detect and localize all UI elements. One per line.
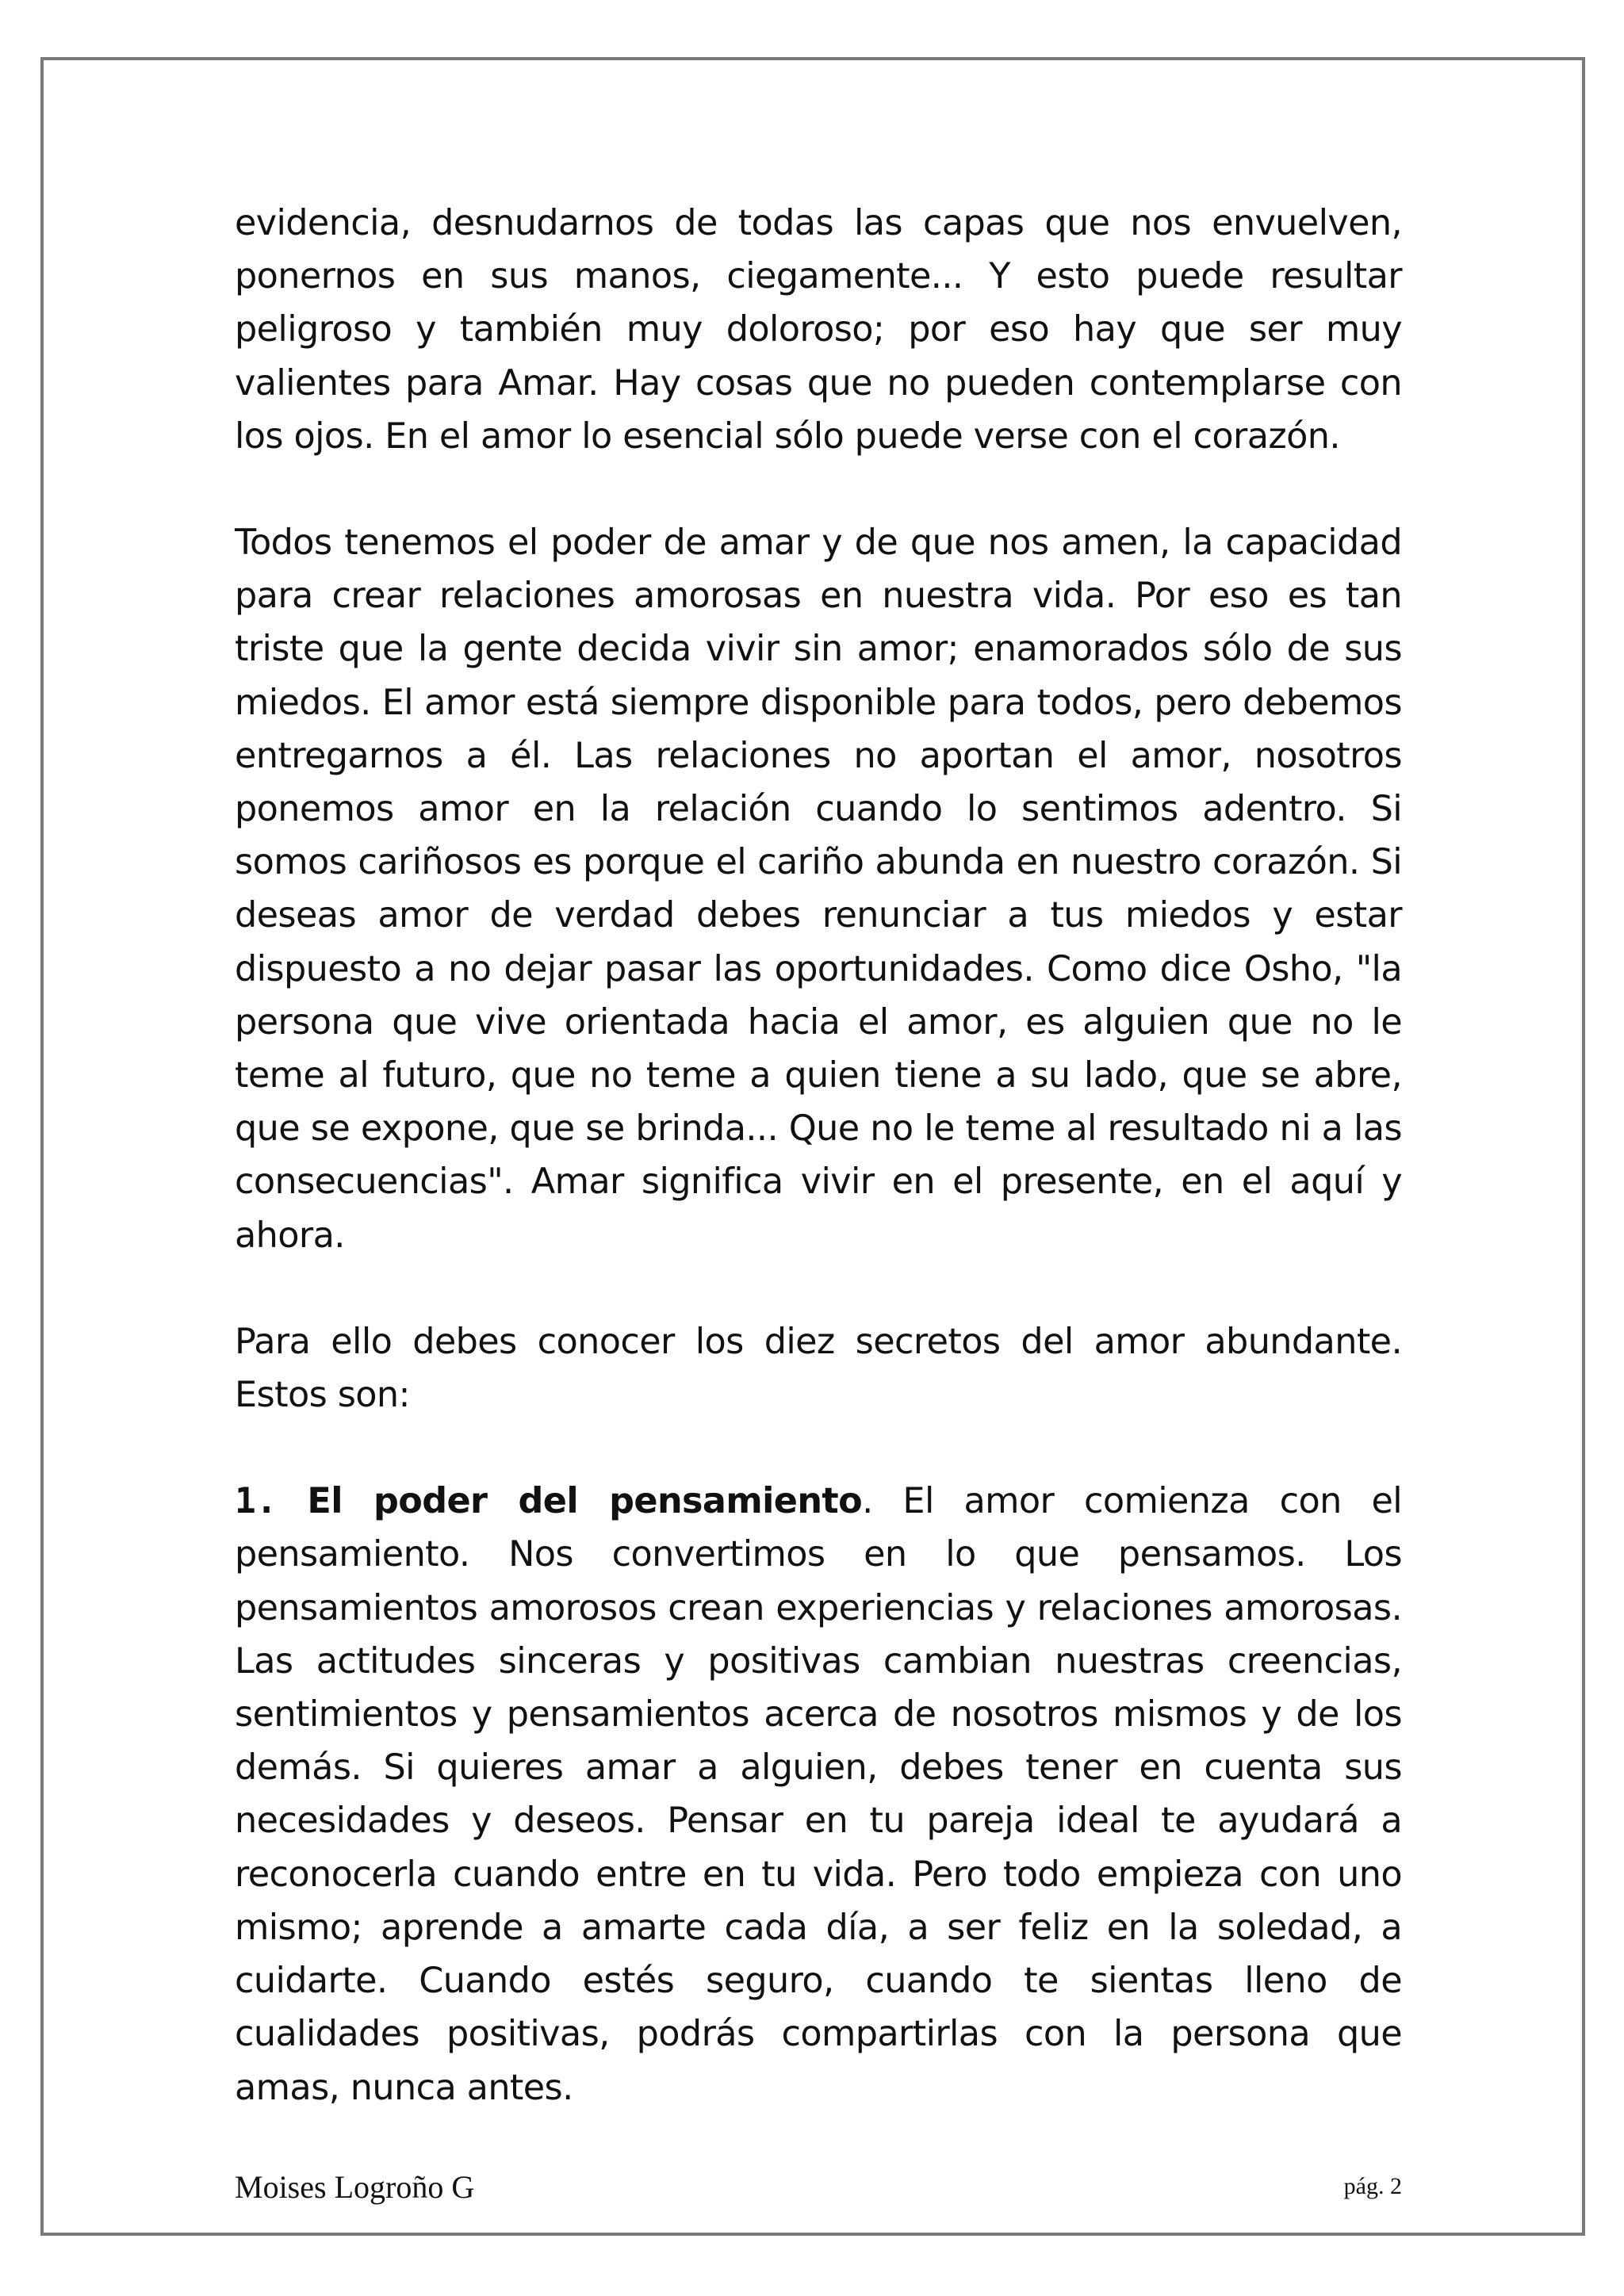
section-title-period: . — [862, 1481, 873, 1522]
paragraph-1: evidencia, desnudarnos de todas las capas que nos envuelven, ponernos en sus manos, ciegamente... Y esto puede resultar peligroso y también muy doloroso; por eso hay que ser muy valientes para Amar. Hay cosas que no pueden contemplarse con los ojos. En el amor lo esencial sólo puede verse con el corazón. — [235, 203, 1402, 457]
page-body — [235, 197, 1402, 2168]
section-1-paragraph — [235, 1475, 1402, 2114]
section-title: El poder del pensamiento — [307, 1481, 863, 1522]
footer-page-number: pág. 2 — [1343, 2173, 1402, 2199]
paragraph-2: Todos tenemos el poder de amar y de que nos amen, la capacidad para crear relaciones amorosas en nuestra vida. Por eso es tan triste que la gente decida vivir sin amor; enamorados sólo de sus miedos. El amor está siempre disponible para todos, pero debemos entregarnos a él. Las relaciones no aportan el amor, nosotros ponemos amor en la relación cuando lo sentimos adentro. Si somos cariñosos es porque el cariño abunda en nuestro corazón. Si deseas amor de verdad debes renunciar a tus miedos y estar dispuesto a no dejar pasar las oportunidades. Como dice Osho, "la persona que vive orientada hacia el amor, es alguien que no le teme al futuro, que no teme a quien tiene a su lado, que se abre, que se expone, que se brinda... Que no le teme al resultado ni a las consecuencias". Amar significa vivir en el presente, en el aquí y ahora. — [235, 522, 1402, 1256]
section-text: El amor comienza con el pensamiento. Nos convertimos en lo que pensamos. Los pensamientos amorosos crean experiencias y relaciones amorosas. Las actitudes sinceras y positivas cambian nuestras creencias, sentimientos y pensamientos acerca de nosotros mismos y de los demás. Si quieres amar a alguien, debes tener en cuenta sus necesidades y deseos. Pensar en tu pareja ideal te ayudará a reconocerla cuando entre en tu vida. Pero todo empieza con uno mismo; aprende a amarte cada día, a ser feliz en la soledad, a cuidarte. Cuando estés seguro, cuando te sientas lleno de cualidades positivas, podrás compartirlas con la persona que amas, nunca antes. — [235, 1481, 1403, 2108]
footer-author: Moises Logroño G — [235, 2169, 475, 2205]
section-number: 1. — [235, 1481, 278, 1522]
paragraph-3: Para ello debes conocer los diez secretos del amor abundante. Estos son: — [235, 1321, 1402, 1416]
